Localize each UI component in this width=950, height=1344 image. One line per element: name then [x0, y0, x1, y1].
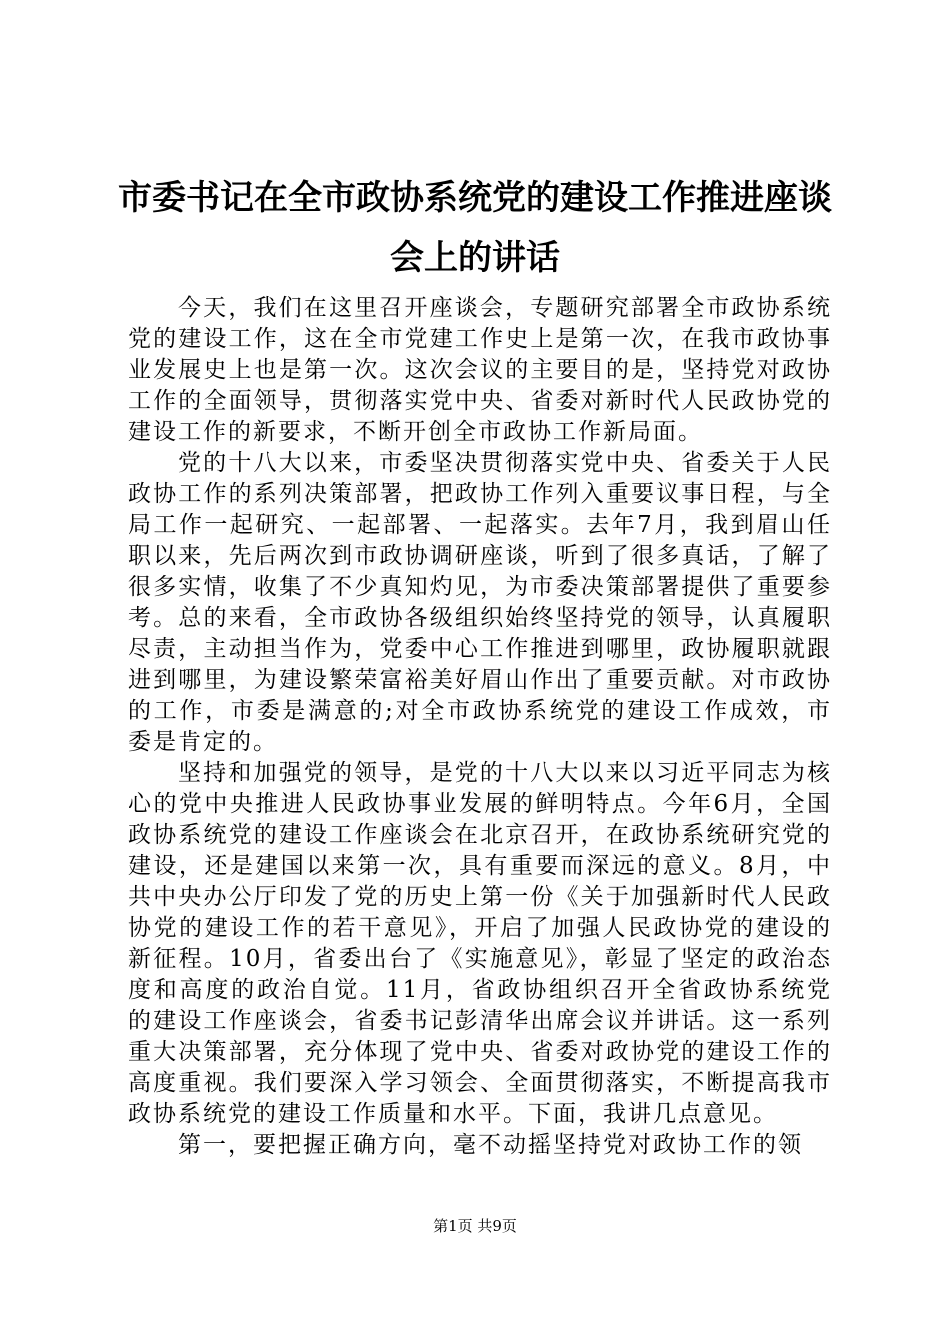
paragraph: 坚持和加强党的领导，是党的十八大以来以习近平同志为核心的党中央推进人民政协事业发展的鲜明特点。今年6月，全国政协系统党的建设工作座谈会在北京召开，在政协系统研究党的建设，还是建国以来第一次，具有重要而深远的意义。8月，中共中央办公厅印发了党的历史上第一份《关于加强新时代人民政协党的建设工作的若干意见》，开启了加强人民政协党的建设的新征程。10月，省委出台了《实施意见》，彰显了坚定的政治态度和高度的政治自觉。11月，省政协组织召开全省政协系统党的建设工作座谈会，省委书记彭清华出席会议并讲话。这一系列重大决策部署，充分体现了党中央、省委对政协党的建设工作的高度重视。我们要深入学习领会、全面贯彻落实，不断提高我市政协系统党的建设工作质量和水平。下面，我讲几点意见。	[128, 760, 832, 1127]
page-number-footer: 第1页 共9页	[433, 1217, 517, 1235]
paragraph: 今天，我们在这里召开座谈会，专题研究部署全市政协系统党的建设工作，这在全市党建工作史上是第一次，在我市政协事业发展史上也是第一次。这次会议的主要目的是，坚持党对政协工作的全面领导，贯彻落实党中央、省委对新时代人民政协党的建设工作的新要求，不断开创全市政协工作新局面。	[128, 295, 832, 445]
paragraph: 第一，要把握正确方向，毫不动摇坚持党对政协工作的领	[178, 1132, 803, 1158]
document-body	[128, 293, 832, 1173]
document-title: 市委书记在全市政协系统党的建设工作推进座谈会上的讲话	[118, 178, 832, 278]
paragraph: 党的十八大以来，市委坚决贯彻落实党中央、省委关于人民政协工作的系列决策部署，把政协工作列入重要议事日程，与全局工作一起研究、一起部署、一起落实。去年7月，我到眉山任职以来，先后两次到市政协调研座谈，听到了很多真话，了解了很多实情，收集了不少真知灼见，为市委决策部署提供了重要参考。总的来看，全市政协各级组织始终坚持党的领导，认真履职尽责，主动担当作为，党委中心工作推进到哪里，政协履职就跟进到哪里，为建设繁荣富裕美好眉山作出了重要贡献。对市政协的工作，市委是满意的;对全市政协系统党的建设工作成效，市委是肯定的。	[128, 450, 832, 755]
